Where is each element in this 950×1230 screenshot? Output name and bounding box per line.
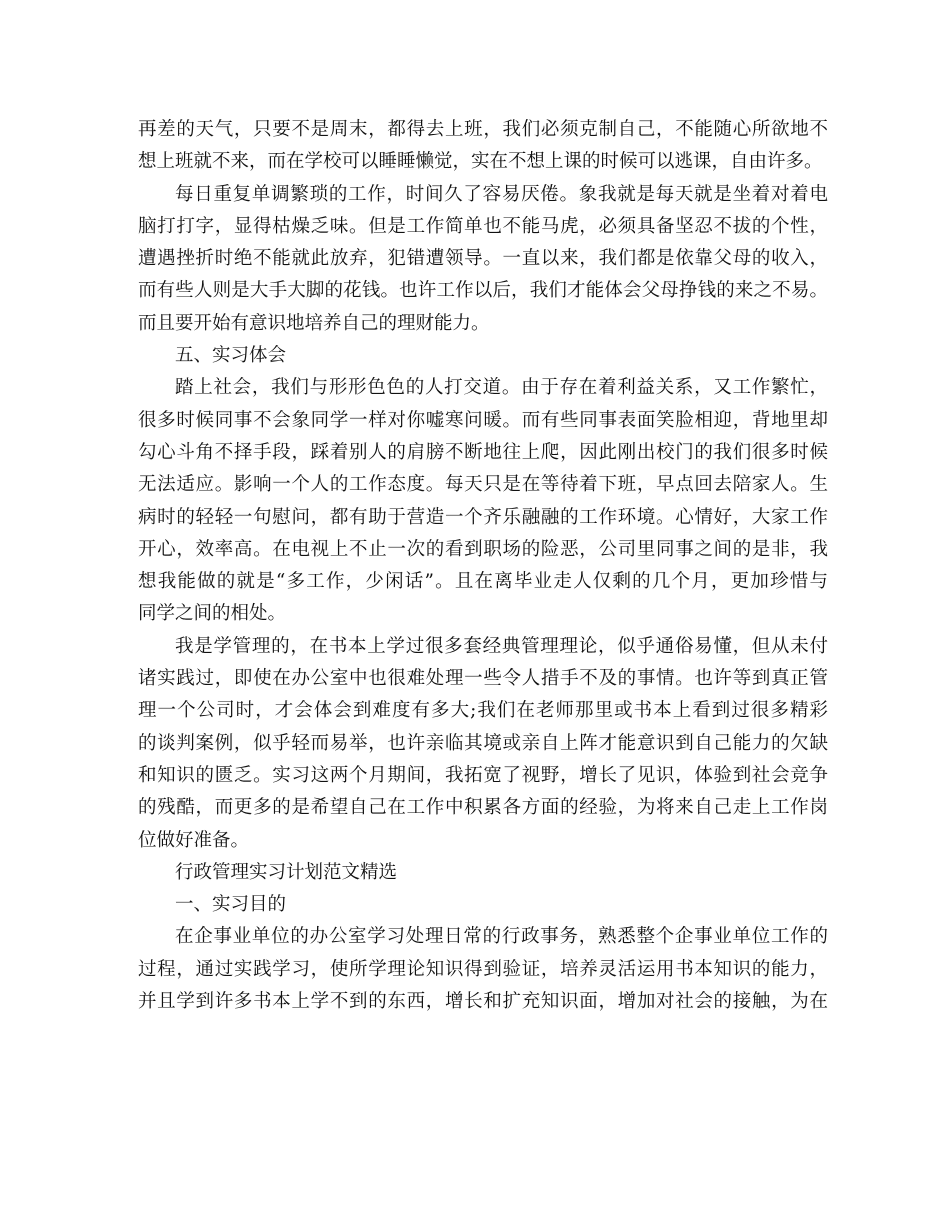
text-line: 病时的轻轻一句慰问，都有助于营造一个齐乐融融的工作环境。心情好，大家工作: [138, 506, 828, 528]
text-line: 而有些人则是大手大脚的花钱。也许工作以后，我们才能体会父母挣钱的来之不易。: [138, 280, 828, 302]
text-line: 理一个公司时，才会体会到难度有多大;我们在老师那里或书本上看到过很多精彩: [138, 700, 828, 722]
text-line: 再差的天气，只要不是周末，都得去上班，我们必须克制自己，不能随心所欲地不: [138, 119, 828, 140]
text-line: 每日重复单调繁琐的工作，时间久了容易厌倦。象我就是每天就是坐着对着电: [175, 183, 828, 205]
text-line: 脑打打字，显得枯燥乏味。但是工作简单也不能马虎，必须具备坚忍不拔的个性，: [138, 215, 828, 237]
text-line: 很多时候同事不会象同学一样对你嘘寒问暖。而有些同事表面笑脸相迎，背地里却: [138, 409, 828, 431]
text-line: 过程，通过实践学习，使所学理论知识得到验证，培养灵活运用书本知识的能力，: [138, 958, 828, 980]
section-heading: 一、实习目的: [175, 894, 287, 916]
text-line: 勾心斗角不择手段，踩着别人的肩膀不断地往上爬，因此刚出校门的我们很多时候: [138, 441, 828, 463]
text-line: 踏上社会，我们与形形色色的人打交道。由于存在着利益关系，又工作繁忙，: [175, 377, 828, 399]
text-line: 想我能做的就是“多工作，少闲话”。且在离毕业走人仅剩的几个月，更加珍惜与: [138, 571, 828, 593]
document-subtitle: 行政管理实习计划范文精选: [175, 861, 398, 883]
text-line: 位做好准备。: [138, 829, 250, 851]
text-line: 的谈判案例，似乎轻而易举，也许亲临其境或亲自上阵才能意识到自己能力的欠缺: [138, 732, 828, 754]
text-line: 和知识的匮乏。实习这两个月期间，我拓宽了视野，增长了见识，体验到社会竞争: [138, 764, 828, 786]
document-text-body: [138, 114, 828, 1018]
text-line: 想上班就不来，而在学校可以睡睡懒觉，实在不想上课的时候可以逃课，自由许多。: [138, 151, 823, 173]
text-line: 开心，效率高。在电视上不止一次的看到职场的险恶，公司里同事之间的是非，我: [138, 538, 828, 560]
text-line: 我是学管理的，在书本上学过很多套经典管理理论，似乎通俗易懂，但从未付: [175, 635, 828, 657]
text-line: 无法适应。影响一个人的工作态度。每天只是在等待着下班，早点回去陪家人。生: [138, 474, 828, 496]
text-line: 在企事业单位的办公室学习处理日常的行政事务，熟悉整个企事业单位工作的: [175, 926, 828, 948]
text-line: 并且学到许多书本上学不到的东西，增长和扩充知识面，增加对社会的接触，为在: [138, 991, 828, 1013]
text-line: 诸实践过，即使在办公室中也很难处理一些令人措手不及的事情。也许等到真正管: [138, 668, 828, 690]
text-line: 遭遇挫折时绝不能就此放弃，犯错遭领导。一直以来，我们都是依靠父母的收入，: [138, 248, 828, 270]
section-heading: 五、实习体会: [175, 345, 287, 367]
text-line: 而且要开始有意识地培养自己的理财能力。: [138, 312, 490, 334]
text-line: 同学之间的相处。: [138, 603, 287, 625]
text-line: 的残酷，而更多的是希望自己在工作中积累各方面的经验，为将来自己走上工作岗: [138, 797, 828, 819]
